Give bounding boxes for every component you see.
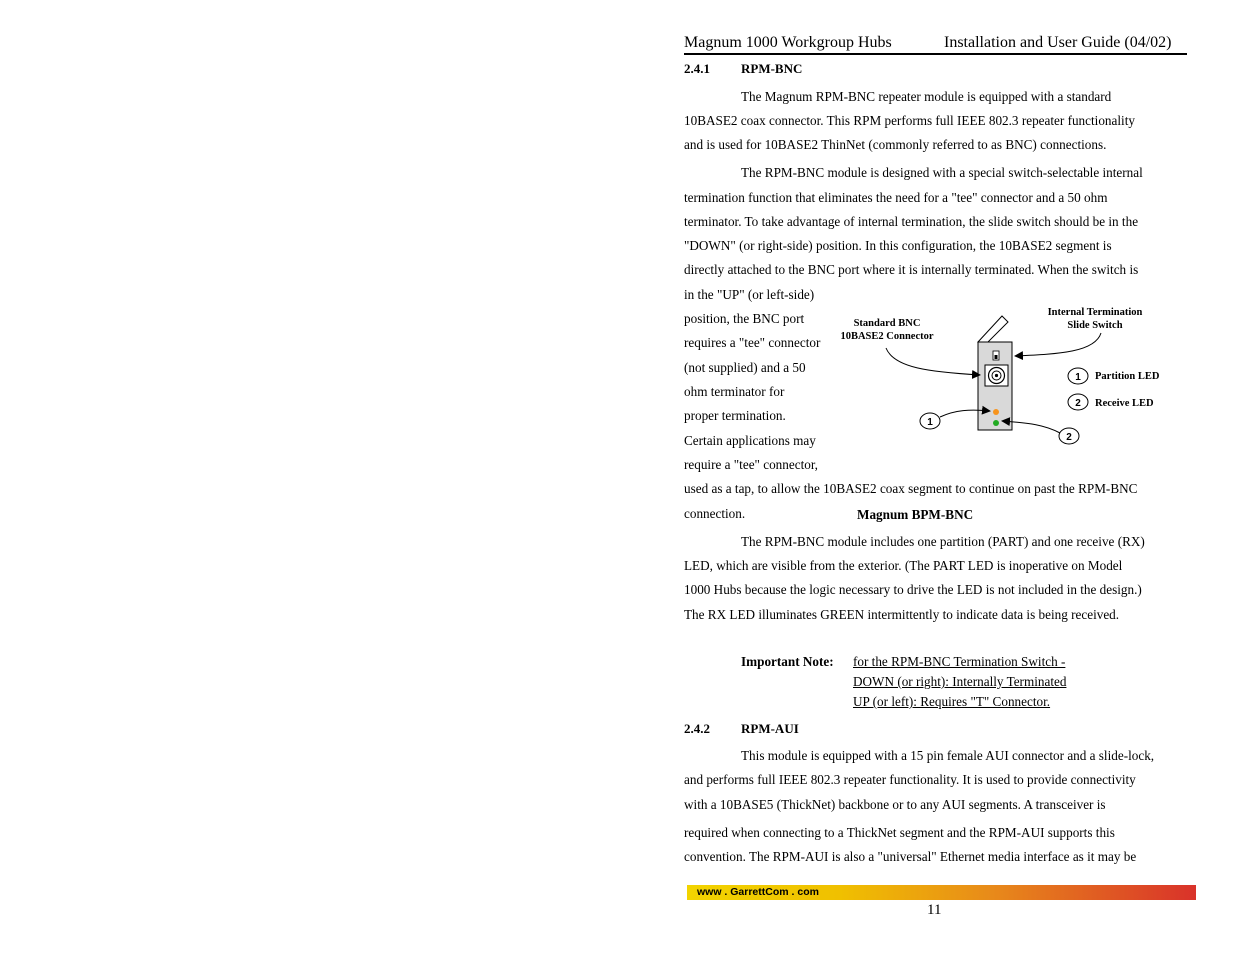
paragraph-line: The RPM-BNC module is designed with a special switch-selectable internal — [741, 165, 1143, 180]
figure-label-switch-line2: Slide Switch — [1067, 320, 1123, 331]
paragraph-line: requires a "tee" connector — [684, 335, 821, 350]
figure-label-switch-line1: Internal Termination — [1047, 307, 1143, 318]
paragraph-line: LED, which are visible from the exterior. (The PART LED is inoperative on Model — [684, 558, 1123, 573]
paragraph-line: The Magnum RPM-BNC repeater module is equipped with a standard — [741, 89, 1112, 104]
header-left: Magnum 1000 Workgroup Hubs — [684, 34, 892, 51]
figure-caption: Magnum BPM-BNC — [857, 507, 974, 522]
figure-label-bnc-line2: 10BASE2 Connector — [840, 331, 934, 342]
bnc-connector-icon — [985, 365, 1008, 386]
paragraph-line: terminator. To take advantage of internal termination, the slide switch should be in the — [684, 214, 1139, 229]
paragraph-line: position, the BNC port — [684, 311, 805, 326]
footer-bar — [687, 885, 1196, 900]
callout-1-text: 1 — [927, 417, 933, 428]
paragraph-line: and performs full IEEE 802.3 repeater functionality. It is used to provide connectivity — [684, 772, 1136, 787]
section-title: RPM-AUI — [741, 721, 799, 736]
paragraph-line: termination function that eliminates the need for a "tee" connector and a 50 ohm — [684, 190, 1108, 205]
paragraph-line: with a 10BASE5 (ThickNet) backbone or to any AUI segments. A transceiver is — [684, 797, 1106, 812]
note-label: Important Note: — [741, 654, 834, 669]
footer-url: www . GarrettCom . com — [697, 886, 819, 898]
note-line: UP (or left): Requires "T" Connector. — [853, 694, 1051, 709]
section-title: RPM-BNC — [741, 61, 803, 76]
header-right: Installation and User Guide (04/02) — [944, 34, 1172, 51]
section-number: 2.4.1 — [684, 61, 710, 76]
receive-led-icon — [993, 420, 999, 426]
legend-text-partition: Partition LED — [1095, 371, 1160, 382]
paragraph-line: and is used for 10BASE2 ThinNet (commonly referred to as BNC) connections. — [684, 137, 1107, 152]
paragraph-line: in the "UP" (or left-side) — [684, 287, 815, 302]
note-line: for the RPM-BNC Termination Switch - — [853, 654, 1066, 669]
header-rule — [684, 53, 1187, 55]
legend-num-2: 2 — [1075, 398, 1081, 409]
paragraph-line: The RX LED illuminates GREEN intermittently to indicate data is being received. — [684, 607, 1120, 622]
paragraph-line: The RPM-BNC module includes one partition (PART) and one receive (RX) — [741, 534, 1145, 549]
paragraph-line: (not supplied) and a 50 — [684, 360, 806, 375]
note-line: DOWN (or right): Internally Terminated — [853, 674, 1067, 689]
callout-2-text: 2 — [1066, 432, 1072, 443]
figure-label-bnc-line1: Standard BNC — [853, 318, 921, 329]
paragraph-line: 10BASE2 coax connector. This RPM performs full IEEE 802.3 repeater functionality — [684, 113, 1135, 128]
paragraph-line: used as a tap, to allow the 10BASE2 coax segment to continue on past the RPM-BNC — [684, 481, 1138, 496]
partition-led-icon — [993, 409, 999, 415]
paragraph-line: "DOWN" (or right-side) position. In this configuration, the 10BASE2 segment is — [684, 238, 1112, 253]
module-flange — [978, 316, 1008, 344]
paragraph-line: directly attached to the BNC port where it is internally terminated. When the switch is — [684, 262, 1139, 277]
paragraph-line: Certain applications may — [684, 433, 816, 448]
paragraph-line: require a "tee" connector, — [684, 457, 818, 472]
paragraph-line: proper termination. — [684, 408, 786, 423]
legend-text-receive: Receive LED — [1095, 398, 1154, 409]
paragraph-line: This module is equipped with a 15 pin female AUI connector and a slide-lock, — [741, 748, 1155, 763]
legend-num-1: 1 — [1075, 372, 1081, 383]
paragraph-line: convention. The RPM-AUI is also a "universal" Ethernet media interface as it may be — [684, 849, 1137, 864]
paragraph-line: ohm terminator for — [684, 384, 785, 399]
page-number: 11 — [927, 902, 942, 918]
rpm-bnc-diagram — [820, 300, 1180, 460]
paragraph-line: required when connecting to a ThickNet segment and the RPM-AUI supports this — [684, 825, 1115, 840]
section-number: 2.4.2 — [684, 721, 710, 736]
paragraph-line: connection. — [684, 506, 746, 521]
paragraph-line: 1000 Hubs because the logic necessary to drive the LED is not included in the design.) — [684, 582, 1142, 597]
